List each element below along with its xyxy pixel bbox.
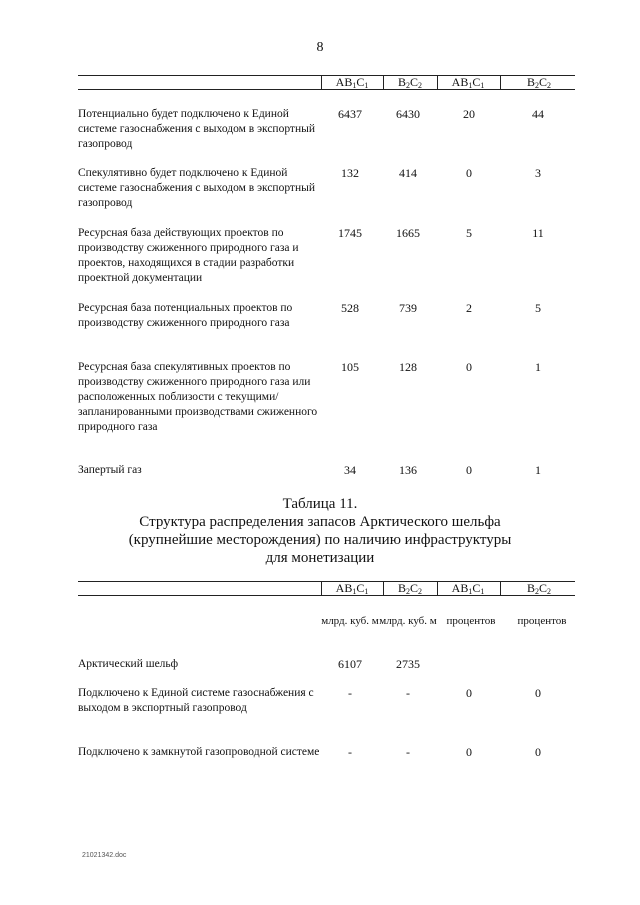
table-cell: -: [348, 745, 352, 759]
header-ab1c1-pct: $AB_1C_1$: [451, 581, 485, 596]
table-cell: 2735: [396, 657, 420, 671]
table-cell: -: [348, 686, 352, 700]
column-divider: [500, 582, 501, 595]
header-b2c2-pct: $B_2C_2$: [526, 75, 552, 90]
table-cell: 0: [466, 745, 472, 759]
table-title-line: для монетизации: [265, 550, 375, 566]
table-cell: 0: [466, 686, 472, 700]
unit-label: млрд. куб. м: [321, 615, 379, 627]
document-code: 21021342.doc: [82, 852, 127, 859]
table-cell: 0: [535, 745, 541, 759]
header-ab1c1: $AB_1C_1$: [335, 581, 369, 596]
unit-label: процентов: [517, 615, 567, 627]
table-cell: 1: [535, 360, 541, 374]
table-cell: 128: [399, 360, 417, 374]
table-cell: 0: [466, 166, 472, 180]
table-cell: 5: [466, 226, 472, 240]
table-row-label: Запертый газ: [78, 464, 142, 476]
table-row-label: Арктический шельф: [78, 658, 179, 670]
table-row-label: Спекулятивно будет подключено к Единой системе газоснабжения с выходом в экспортный газопровод: [78, 167, 315, 209]
header-b2c2-pct: $B_2C_2$: [526, 581, 552, 596]
table-cell: 528: [341, 301, 359, 315]
table-cell: 44: [532, 107, 544, 121]
table-cell: 0: [535, 686, 541, 700]
table-cell: 5: [535, 301, 541, 315]
table-cell: 20: [463, 107, 475, 121]
table-cell: 414: [399, 166, 417, 180]
header-b2c2: $B_2C_2$: [397, 75, 423, 90]
column-divider: [500, 76, 501, 89]
table-cell: 132: [341, 166, 359, 180]
table-cell: 3: [535, 166, 541, 180]
table-cell: 136: [399, 463, 417, 477]
table-cell: 1745: [338, 226, 362, 240]
unit-label: млрд. куб. м: [379, 615, 437, 627]
table-cell: 1: [535, 463, 541, 477]
table-number: Таблица 11.: [282, 496, 358, 512]
table-cell: 6437: [338, 107, 362, 121]
table-cell: 0: [466, 463, 472, 477]
table-cell: 6430: [396, 107, 420, 121]
table-cell: 2: [466, 301, 472, 315]
header-ab1c1: $AB_1C_1$: [335, 75, 369, 90]
table-row-label: Потенциально будет подключено к Единой системе газоснабжения с выходом в экспортный газопровод: [78, 108, 315, 150]
header-b2c2: $B_2C_2$: [397, 581, 423, 596]
table-row-label: Ресурсная база спекулятивных проектов по производству сжиженного природного газа или расположенных поблизости с текущими/запланированными производствами сжиженного природного газа: [78, 361, 318, 433]
table-row-label: Ресурсная база действующих проектов по производству сжиженного природного газа и проектов, находящихся в стадии разработки проектной документации: [78, 227, 299, 284]
table-cell: 1665: [396, 226, 420, 240]
table-cell: 6107: [338, 657, 362, 671]
page-number: 8: [316, 40, 324, 55]
table-cell: 105: [341, 360, 359, 374]
table-cell: 739: [399, 301, 417, 315]
table-title-line: (крупнейшие месторождения) по наличию инфраструктуры: [128, 532, 512, 548]
table-cell: 11: [532, 226, 544, 240]
table-cell: 34: [344, 463, 356, 477]
table-row-label: Подключено к Единой системе газоснабжения с выходом в экспортный газопровод: [78, 687, 314, 714]
table-cell: -: [406, 745, 410, 759]
table-title-line: Структура распределения запасов Арктического шельфа: [139, 514, 501, 530]
table-cell: 0: [466, 360, 472, 374]
unit-label: процентов: [446, 615, 496, 627]
header-ab1c1-pct: $AB_1C_1$: [451, 75, 485, 90]
table-row-label: Ресурсная база потенциальных проектов по производству сжиженного природного газа: [78, 302, 293, 329]
table-row-label: Подключено к замкнутой газопроводной системе: [78, 746, 320, 758]
table-cell: -: [406, 686, 410, 700]
